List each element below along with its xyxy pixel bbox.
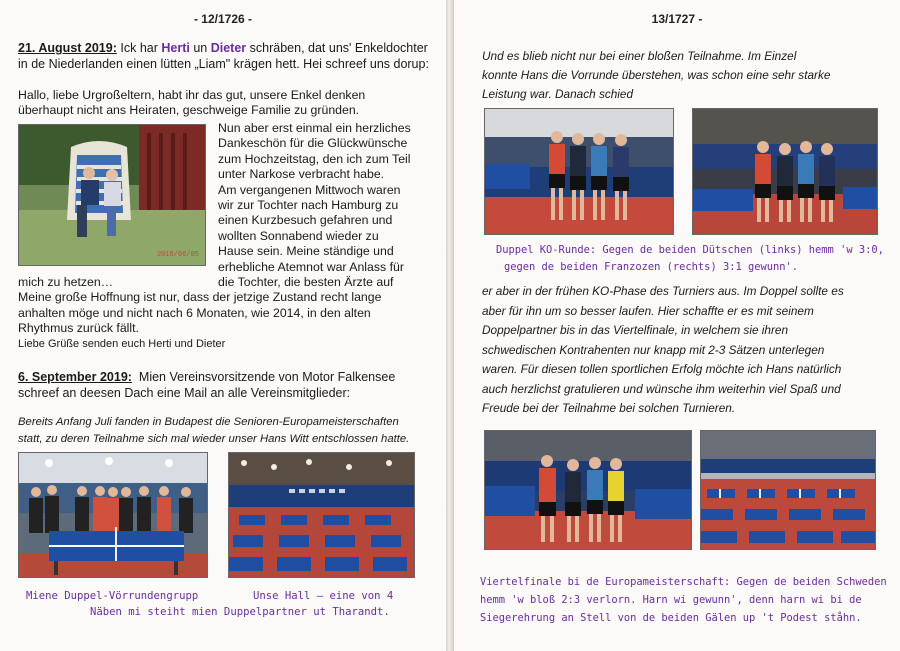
letter-greeting: Liebe Grüße senden euch Herti und Dieter <box>18 337 226 350</box>
team-photo-germans <box>484 108 674 235</box>
right-page <box>454 0 900 651</box>
club-mail-text: Bereits Anfang Juli fanden in Budapest die Senioren-Europameisterschaften statt, zu deren Teilnahme sich mal wieder unser Hans Witt entschlossen hatte. <box>18 416 410 445</box>
entry-september-intro: 6. September 2019: Mien Vereinsvorsitzende von Motor Falkensee schreef an deesen Dach eine Mail an alle Vereinsmitglieder: <box>18 370 396 400</box>
page-number: - 12/1726 - <box>193 12 253 26</box>
team-photo-french <box>692 108 878 235</box>
grandparents-beach-chair-photo <box>18 124 206 266</box>
letter-text-after: mich zu hetzen… Meine große Hoffnung ist nur, dass der jetzige Zustand recht lange anhalten möge und nicht nach 6 Monaten, wie 2014, in den alten Rhythmus zurück fällt. Liebe Grüße senden euch Herti und Dieter <box>18 275 443 352</box>
doubles-group-photo <box>18 452 208 578</box>
hall-overview-photo <box>700 430 876 550</box>
caption-ko-round: Duppel KO-Runde: Gegen de beiden Dütschen (links) hemm 'w 3:0, gegen de beiden Franzozen (rechts) 3:1 gewunn'. <box>496 244 884 273</box>
caption-quarterfinal: Viertelfinale bi de Europameisterschaft: Gegen de beiden Schweden hemm 'w bloß 2:3 verlorn. Harn wi gewunn', denn harn wi bi de Siegerehrung an Stell von de beiden Gälen up 't Podest ståhn. <box>480 576 887 624</box>
name-herti: Herti <box>161 41 190 55</box>
tournament-hall-photo <box>228 452 415 578</box>
page-number: 13/1727 - <box>651 12 703 26</box>
body-text: er aber in der frühen KO-Phase des Turniers aus. Im Doppel sollte es aber für ihn um so besser laufen. Hier schaffte er es mit seinem Doppelpartner bis in das Viertelfinale, in welchem sie ihren schwedischen Kontrahenten nur knapp mit 2-3 Sätzen unterlegen waren. Für diesen tollen sportlichen Erfolg möchte ich Hans natürlich auch herzlichst gratulieren und wünsche ihm weiterhin viel Spaß und Freude bei der Teilnahme bei solchen Turnieren. <box>482 284 844 415</box>
entry-date: 21. August 2019: <box>18 41 117 55</box>
photo-date-stamp: 2018/06/05 <box>156 251 199 259</box>
left-caption: Miene Duppel-Vörrundengrupp Unse Hall – eine von 4 Näben mi steiht mien Duppelpartner ut Tharandt. <box>26 590 394 618</box>
entry-date: 6. September 2019: <box>18 370 132 384</box>
left-page <box>0 0 446 651</box>
book-gutter <box>446 0 454 651</box>
entry-august-intro: 21. August 2019: Ick har Herti un Dieter schräben, dat uns' Enkeldochter in de Niederlanden einen lütten „Liam" krägen hett. Hei schreef uns dorup: <box>18 41 429 71</box>
quarterfinal-team-photo <box>484 430 692 550</box>
letter-text-wrap: Nun aber erst einmal ein herzliches Dankeschön für die Glückwünsche zum Hochzeitstag, den ich zum Teil unter Narkose verbracht habe. Am vergangenen Mittwoch waren wir zur Tochter nach Hamburg zu einen Kurzbesuch gefahren und wollten Sonnabend wieder zu Hause sein. Meine ständige und erhebliche Atemnot war Anlass für die Tochter, die besten Ärzte auf <box>218 121 411 290</box>
name-dieter: Dieter <box>210 41 247 55</box>
intro-text: Und es blieb nicht nur bei einer bloßen Teilnahme. Im Einzel konnte Hans die Vorrunde überstehen, was schon eine sehr starke Leistung war. Danach schied <box>482 49 831 101</box>
letter-text-full: Hallo, liebe Urgroßeltern, habt ihr das gut, unsere Enkel denken überhaupt nicht ans Heiraten, geschweige Familie zu gründen. <box>18 88 366 118</box>
